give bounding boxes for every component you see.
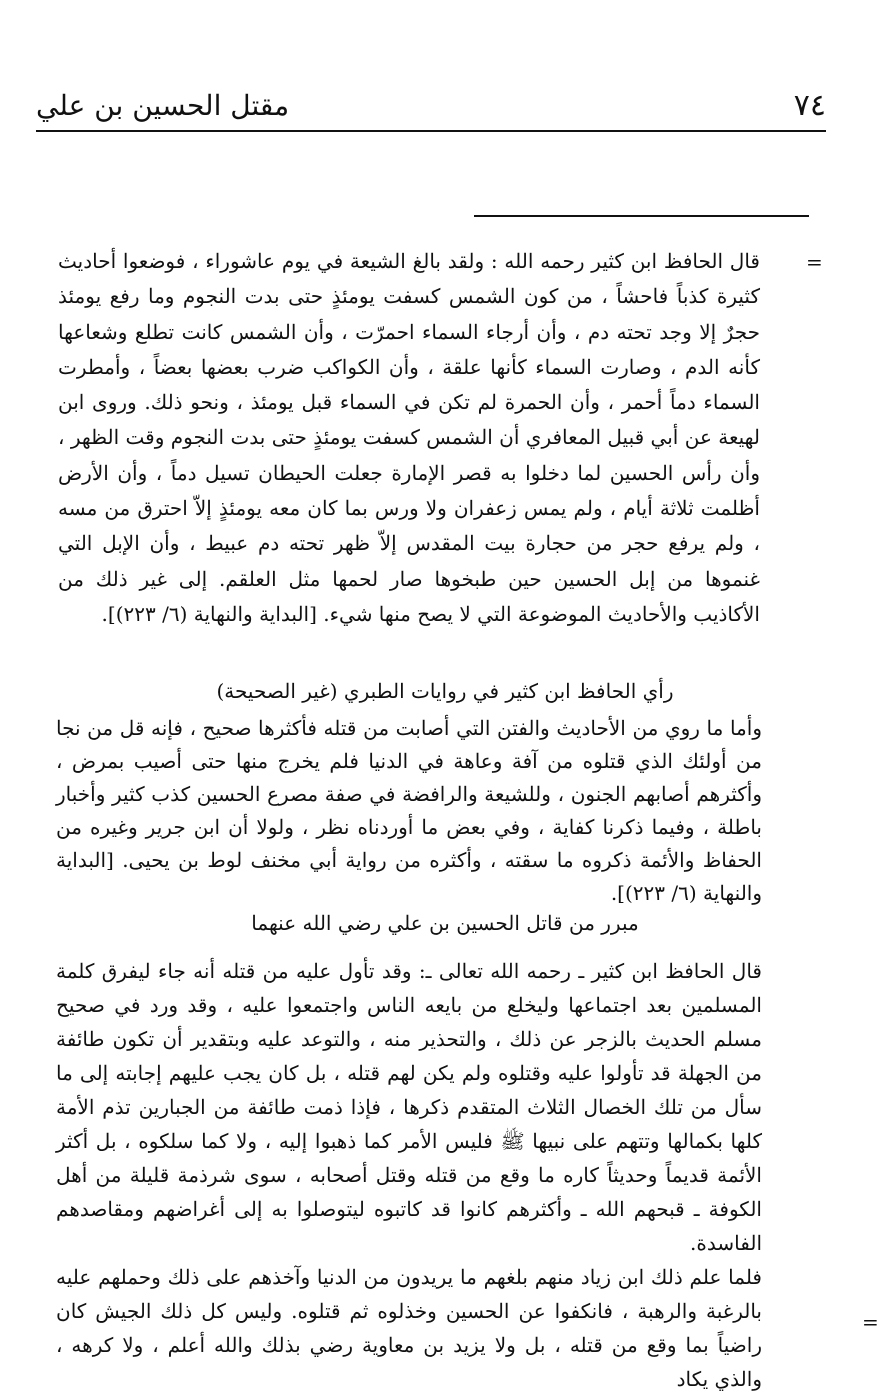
section-paragraph-2: فلما علم ذلك ابن زياد منهم بلغهم ما يريدون من الدنيا وآخذهم على ذلك وحملهم عليه بالرغبة والرهبة ، فانكفوا عن الحسين وخذلوه ثم قتلوه. وليس كل ذلك الجيش كان راضياً بما وقع من قتله ، بل ولا يزيد بن معاوية رضي بذلك والله أعلم ، ولا كرهه ، والذي يكاد <box>56 1265 762 1391</box>
page-number: ٧٤ <box>793 88 826 123</box>
footnote-divider <box>474 215 809 217</box>
section-heading-tabari-narrations: رأي الحافظ ابن كثير في روايات الطبري (غير الصحيحة) <box>216 679 674 703</box>
running-title: مقتل الحسين بن علي <box>36 89 290 122</box>
footnote-paragraph: قال الحافظ ابن كثير رحمه الله : ولقد بالغ الشيعة في يوم عاشوراء ، فوضعوا أحاديث كثيرة كذباً فاحشاً ، من كون الشمس كسفت يومئذٍ حتى بدت النجوم وما رفع يومئذ حجرٌ إلا وجد تحته دم ، وأن أرجاء السماء احمرّت ، وأن الشمس كانت تطلع وشعاعها كأنه الدم ، وصارت السماء كأنها علقة ، وأن الكواكب ضرب بعضها بعضاً ، وأمطرت السماء دماً أحمر ، وأن الحمرة لم تكن في السماء قبل يومئذ ، ونحو ذلك. وروى ابن لهيعة عن أبي قبيل المعافري أن الشمس كسفت يومئذٍ حتى بدت النجوم وقت الظهر ، وأن رأس الحسين لما دخلوا به قصر الإمارة جعلت الحيطان تسيل دماً ، وأن الأرض أظلمت ثلاثة أيام ، ولم يمس زعفران ولا ورس بما كان معه يومئذٍ إلاّ احترق من مسه ، ولم يرفع حجر من حجارة بيت المقدس إلاّ ظهر تحته دم عبيط ، وأن الإبل التي غنموها من إبل الحسين حين طبخوها صار لحمها مثل العلقم. إلى غير ذلك من الأكاذيب والأحاديث الموضوعة التي لا يصح منها شيء. [البداية والنهاية (٦/ ٢٢٣)]. <box>58 249 760 626</box>
section-paragraph-tabari-narrations: وأما ما روي من الأحاديث والفتن التي أصابت من قتله فأكثرها صحيح ، فإنه قل من نجا من أولئك الذي قتلوه من آفة وعاهة في الدنيا فلم يخرج منها حتى أصيب بمرض ، وأكثرهم أصابهم الجنون ، وللشيعة والرافضة في صفة مصرع الحسين كذب كثير وأخبار باطلة ، وفيما ذكرنا كفاية ، وفي بعض ما أوردناه نظر ، ولولا أن ابن جرير وغيره من الحفاظ والأئمة ذكروه ما سقته ، وأكثره من رواية أبي مخنف لوط بن يحيى. [البداية والنهاية (٦/ ٢٢٣)]. <box>56 716 762 905</box>
section-heading-killers-justification: مبرر من قاتل الحسين بن علي رضي الله عنهما <box>251 911 639 935</box>
header-divider <box>36 130 826 132</box>
page-header <box>36 88 826 128</box>
continuation-mark-top: = <box>806 250 823 274</box>
section-body-killers-justification <box>56 954 762 1396</box>
section-paragraph-1: قال الحافظ ابن كثير ـ رحمه الله تعالى ـ: وقد تأول عليه من قتله أنه جاء ليفرق كلمة المسلمين بعد اجتماعها وليخلع من بايعه الناس واجتمعوا عليه ، وقد ورد في صحيح مسلم الحديث بالزجر عن ذلك ، والتحذير منه ، والتوعد عليه وبتقدير أن تكون طائفة من الجهلة قد تأولوا عليه وقتلوه ولم يكن لهم قتله ، بل كان يجب عليهم إجابته إلى ما سأل من تلك الخصال الثلاث المتقدم ذكرها ، فإذا ذمت طائفة من الجبارين تذم الأمة كلها بكمالها وتتهم على نبيها ﷺ فليس الأمر كما ذهبوا إليه ، ولا كما سلكوه ، بل أكثر الأئمة قديماً وحديثاً كاره ما وقع من قتله وقتل أصحابه ، سوى شرذمة قليلة من أهل الكوفة ـ قبحهم الله ـ وأكثرهم كانوا قد كاتبوه ليتوصلوا به إلى أغراضهم ومقاصدهم الفاسدة. <box>56 959 762 1255</box>
continuation-mark-bottom: = <box>862 1310 879 1334</box>
